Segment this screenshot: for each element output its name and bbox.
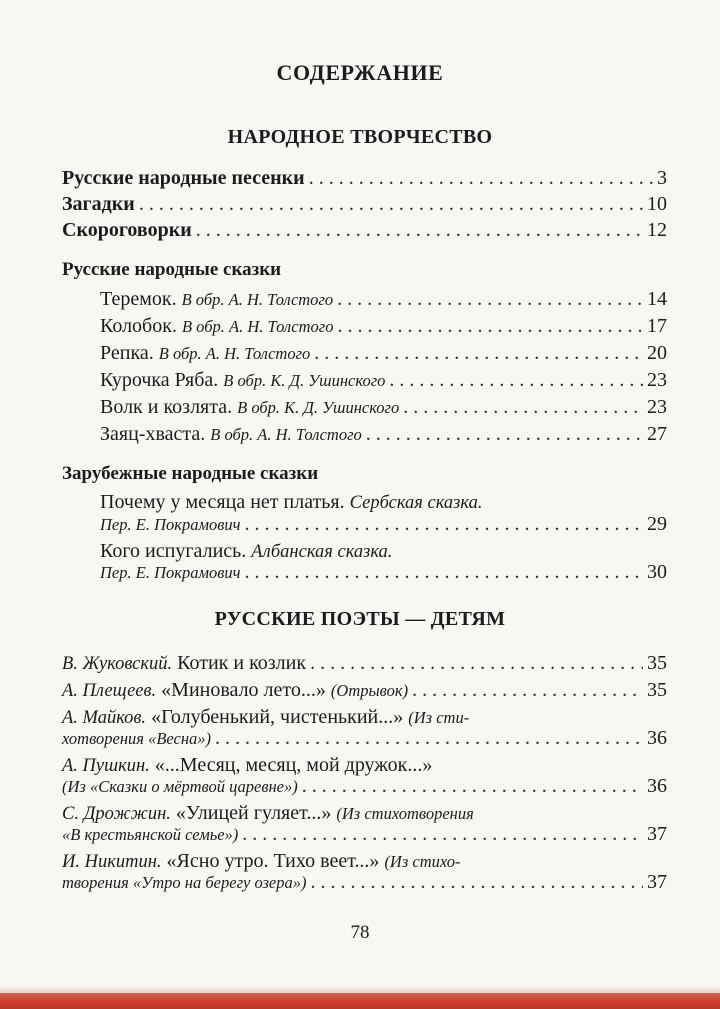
entry-page: 14 — [647, 288, 667, 310]
section-title-folk: НАРОДНОЕ ТВОРЧЕСТВО — [227, 126, 493, 148]
leader-dots — [337, 286, 643, 312]
entry-title: Скороговорки — [62, 219, 192, 241]
leader-dots — [311, 869, 644, 895]
leader-dots — [215, 725, 643, 751]
entry-page: 10 — [647, 193, 667, 215]
leader-dots — [412, 677, 643, 703]
entry-title: Русские народные песенки — [62, 167, 305, 189]
entry-author: А. Пушкин. — [62, 756, 150, 776]
entry-page: 3 — [657, 167, 667, 189]
cover-edge-stripe — [0, 993, 720, 1009]
entry-page: 27 — [647, 423, 667, 445]
entry-title: Заяц-хваста. — [100, 423, 206, 445]
entry-note: В обр. А. Н. Толстого — [181, 290, 334, 309]
leader-dots — [309, 165, 653, 191]
entry-title: «Голубенький, чистенький...» — [151, 706, 404, 728]
toc-entry — [100, 340, 667, 367]
entry-page: 35 — [647, 652, 667, 674]
toc-entry — [100, 313, 667, 340]
entry-page: 29 — [647, 513, 667, 535]
entry-author: С. Дрожжин. — [62, 804, 171, 824]
page-number: 78 — [350, 922, 370, 943]
toc-entry — [100, 511, 667, 538]
entry-title: «...Месяц, месяц, мой дружок...» — [154, 754, 433, 776]
entry-translator: Пер. Е. Покрамович — [100, 515, 241, 534]
entry-page: 23 — [647, 369, 667, 391]
entry-title: Колобок. — [100, 315, 177, 337]
toc-entry — [100, 367, 667, 394]
section-title-poets: РУССКИЕ ПОЭТЫ — ДЕТЯМ — [214, 608, 506, 630]
entry-author: В. Жуковский. — [62, 654, 173, 674]
entry-title: Курочка Ряба. — [100, 369, 219, 391]
toc-entry — [100, 421, 667, 448]
entry-page: 30 — [647, 561, 667, 583]
entry-title: Волк и козлята. — [100, 396, 233, 418]
leader-dots — [302, 773, 643, 799]
entry-note: «В крестьянской семье») — [62, 825, 239, 844]
entry-title: Теремок. — [100, 288, 177, 310]
entry-note: (Из стихотворения — [336, 804, 474, 823]
leader-dots — [403, 394, 643, 420]
entry-author: А. Плещеев. — [62, 681, 157, 701]
entry-note: Албанская сказка. — [251, 542, 393, 562]
entry-author: А. Майков. — [62, 708, 147, 728]
toc-entry — [62, 217, 667, 243]
leader-dots — [314, 340, 643, 366]
entry-note: В обр. К. Д. Ушинского — [223, 371, 386, 390]
entry-title: «Ясно утро. Тихо веет...» — [166, 850, 380, 872]
entry-note: Сербская сказка. — [349, 493, 483, 513]
entry-note: творения «Утро на берегу озера») — [62, 873, 307, 892]
entry-title: «Улицей гуляет...» — [175, 802, 332, 824]
entry-page: 20 — [647, 342, 667, 364]
leader-dots — [196, 217, 643, 243]
toc-entry — [62, 869, 667, 896]
entry-page: 37 — [647, 871, 667, 893]
entry-page: 23 — [647, 396, 667, 418]
entry-page: 36 — [647, 775, 667, 797]
toc-entry — [100, 559, 667, 586]
toc-entry — [100, 394, 667, 421]
toc-entry — [100, 286, 667, 313]
leader-dots — [389, 367, 643, 393]
entry-note: В обр. А. Н. Толстого — [210, 425, 362, 444]
leader-dots — [245, 559, 643, 585]
page-title: СОДЕРЖАНИЕ — [276, 60, 444, 85]
toc-entry — [62, 773, 667, 800]
entry-note: В обр. А. Н. Толстого — [158, 344, 311, 363]
entry-translator: Пер. Е. Покрамович — [100, 563, 241, 582]
entry-page: 37 — [647, 823, 667, 845]
entry-note: (Из «Сказки о мёртвой царевне») — [62, 777, 298, 796]
entry-title: «Миновало лето...» — [161, 679, 326, 701]
entry-title: Репка. — [100, 342, 154, 364]
leader-dots — [366, 421, 643, 447]
group-title-russian-tales: Русские народные сказки — [62, 259, 282, 280]
leader-dots — [242, 821, 643, 847]
entry-note: (Из сти- — [408, 708, 470, 727]
toc-entry — [62, 191, 667, 217]
entry-page: 36 — [647, 727, 667, 749]
group-title-foreign-tales: Зарубежные народные сказки — [62, 463, 319, 484]
entry-page: 17 — [647, 315, 667, 337]
entry-page: 12 — [647, 219, 667, 241]
entry-note: (Отрывок) — [330, 681, 409, 700]
entry-note: (Из стихо- — [384, 852, 461, 871]
entry-note: хотворения «Весна») — [62, 729, 212, 748]
entry-page: 35 — [647, 679, 667, 701]
entry-author: И. Никитин. — [62, 852, 162, 872]
leader-dots — [245, 511, 643, 537]
entry-title: Котик и козлик — [177, 652, 307, 674]
toc-entry — [62, 677, 667, 704]
toc-entry — [62, 165, 667, 191]
toc-entry — [62, 650, 667, 677]
entry-note: В обр. А. Н. Толстого — [181, 317, 334, 336]
entry-title: Почему у месяца нет платья. — [100, 491, 345, 513]
entry-title: Кого испугались. — [100, 540, 247, 562]
toc-entry — [62, 725, 667, 752]
toc-entry — [62, 821, 667, 848]
leader-dots — [337, 313, 643, 339]
entry-title: Загадки — [62, 193, 135, 215]
entry-note: В обр. К. Д. Ушинского — [237, 398, 400, 417]
leader-dots — [310, 650, 643, 676]
leader-dots — [139, 191, 643, 217]
